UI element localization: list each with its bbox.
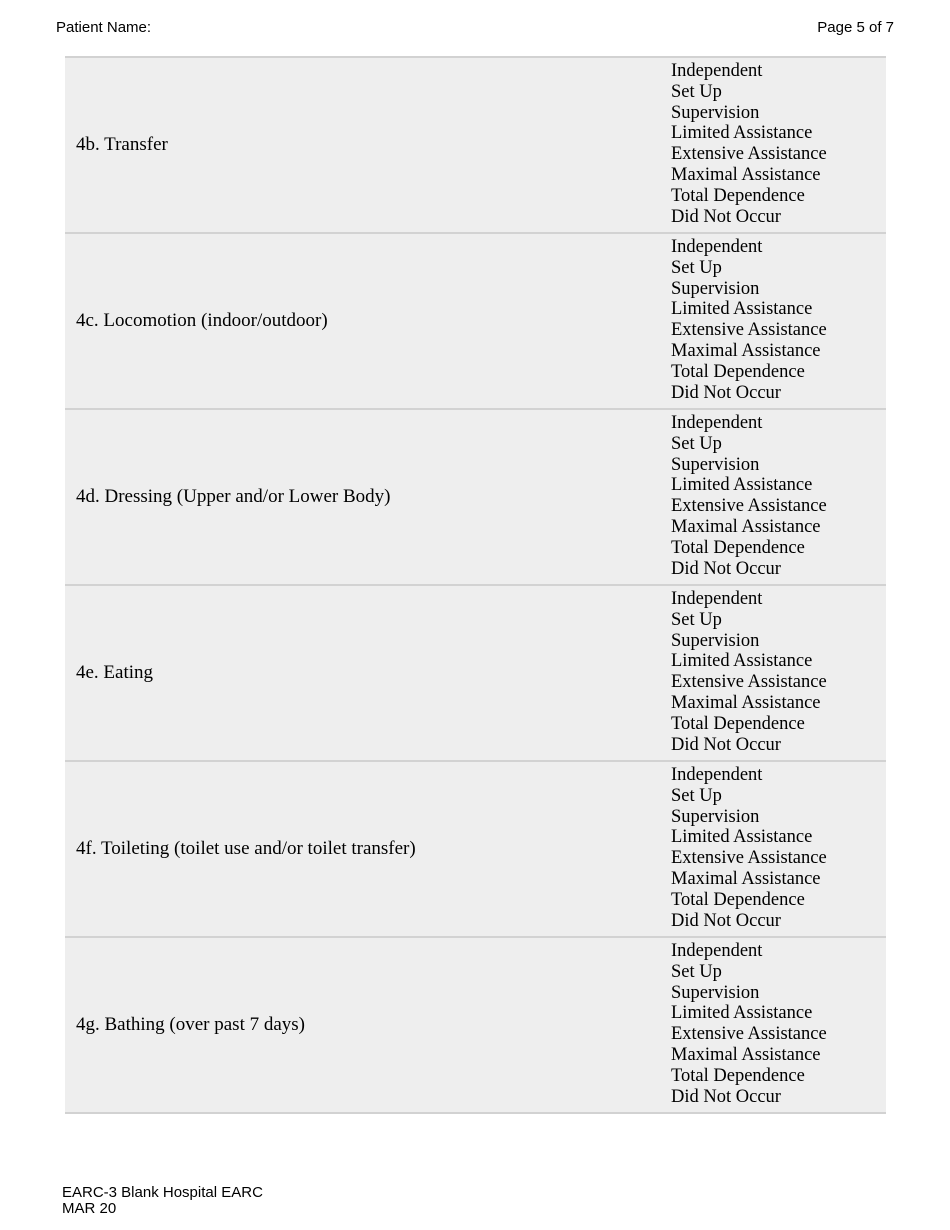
item-label: 4f. Toileting (toilet use and/or toilet transfer) [76,838,416,859]
form-row-toileting [65,762,886,938]
footer-revision: MAR 20 [62,1199,117,1217]
option-set-up[interactable]: Set Up [671,961,722,982]
option-maximal-assistance[interactable]: Maximal Assistance [671,1044,821,1065]
patient-name-label: Patient Name: [56,19,152,36]
item-label: 4g. Bathing (over past 7 days) [76,1014,306,1035]
option-limited-assistance[interactable]: Limited Assistance [671,1003,813,1024]
option-supervision[interactable]: Supervision [671,278,760,299]
option-set-up[interactable]: Set Up [671,81,722,102]
option-independent[interactable]: Independent [671,61,763,81]
option-total-dependence[interactable]: Total Dependence [671,1065,805,1086]
option-limited-assistance[interactable]: Limited Assistance [671,827,813,848]
form-row-locomotion [65,234,886,410]
option-did-not-occur[interactable]: Did Not Occur [671,558,781,579]
option-extensive-assistance[interactable]: Extensive Assistance [671,848,827,869]
option-did-not-occur[interactable]: Did Not Occur [671,206,781,227]
option-list [671,413,827,579]
option-maximal-assistance[interactable]: Maximal Assistance [671,516,821,537]
option-total-dependence[interactable]: Total Dependence [671,537,805,558]
option-limited-assistance[interactable]: Limited Assistance [671,475,813,496]
form-footer [62,1185,263,1216]
option-list [671,61,827,227]
option-independent[interactable]: Independent [671,765,763,785]
option-independent[interactable]: Independent [671,413,763,433]
option-list [671,941,827,1107]
option-set-up[interactable]: Set Up [671,609,722,630]
item-label: 4d. Dressing (Upper and/or Lower Body) [76,486,391,507]
option-supervision[interactable]: Supervision [671,630,760,651]
option-extensive-assistance[interactable]: Extensive Assistance [671,320,827,341]
option-supervision[interactable]: Supervision [671,806,760,827]
option-limited-assistance[interactable]: Limited Assistance [671,651,813,672]
form-row-eating [65,586,886,762]
item-label: 4c. Locomotion (indoor/outdoor) [76,310,328,331]
option-extensive-assistance[interactable]: Extensive Assistance [671,496,827,517]
item-label: 4b. Transfer [76,134,168,155]
option-total-dependence[interactable]: Total Dependence [671,889,805,910]
adl-form-table [65,56,886,1114]
option-supervision[interactable]: Supervision [671,982,760,1003]
page-number: Page 5 of 7 [817,19,894,36]
option-set-up[interactable]: Set Up [671,257,722,278]
option-limited-assistance[interactable]: Limited Assistance [671,123,813,144]
option-independent[interactable]: Independent [671,941,763,961]
option-extensive-assistance[interactable]: Extensive Assistance [671,672,827,693]
option-maximal-assistance[interactable]: Maximal Assistance [671,692,821,713]
option-independent[interactable]: Independent [671,589,763,609]
option-maximal-assistance[interactable]: Maximal Assistance [671,164,821,185]
footer-form-name: EARC-3 Blank Hospital EARC [62,1184,263,1201]
option-limited-assistance[interactable]: Limited Assistance [671,299,813,320]
form-row-dressing [65,410,886,586]
form-row-bathing [65,938,886,1114]
form-row-transfer [65,58,886,234]
option-list [671,589,827,755]
option-maximal-assistance[interactable]: Maximal Assistance [671,868,821,889]
option-did-not-occur[interactable]: Did Not Occur [671,910,781,931]
option-did-not-occur[interactable]: Did Not Occur [671,382,781,403]
option-maximal-assistance[interactable]: Maximal Assistance [671,340,821,361]
option-list [671,237,827,403]
option-list [671,765,827,931]
option-independent[interactable]: Independent [671,237,763,257]
option-supervision[interactable]: Supervision [671,102,760,123]
option-total-dependence[interactable]: Total Dependence [671,713,805,734]
option-did-not-occur[interactable]: Did Not Occur [671,1086,781,1107]
item-label: 4e. Eating [76,662,154,683]
option-set-up[interactable]: Set Up [671,785,722,806]
option-set-up[interactable]: Set Up [671,433,722,454]
option-extensive-assistance[interactable]: Extensive Assistance [671,1024,827,1045]
option-total-dependence[interactable]: Total Dependence [671,361,805,382]
option-total-dependence[interactable]: Total Dependence [671,185,805,206]
option-extensive-assistance[interactable]: Extensive Assistance [671,144,827,165]
option-did-not-occur[interactable]: Did Not Occur [671,734,781,755]
option-supervision[interactable]: Supervision [671,454,760,475]
